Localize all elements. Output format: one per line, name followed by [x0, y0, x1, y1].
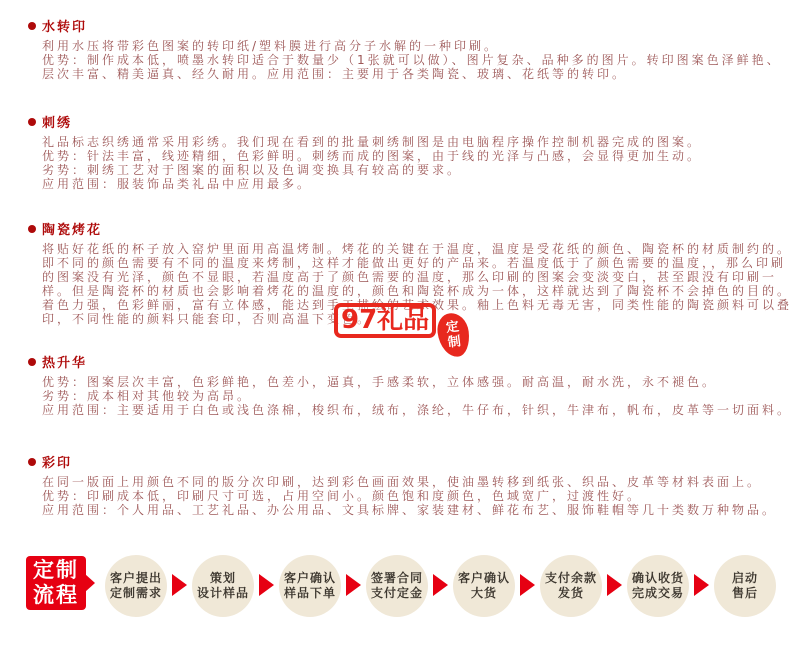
flow-step-label: 定制需求	[109, 586, 162, 600]
flow-title-badge	[26, 556, 86, 610]
flow-step-label: 完成交易	[631, 586, 684, 600]
flow-step-label: 签署合同	[370, 571, 423, 585]
bullet-icon	[28, 22, 36, 30]
section-body	[42, 475, 795, 517]
section-title: 热升华	[42, 356, 88, 371]
arrow-right-icon	[433, 574, 448, 596]
section-body	[42, 375, 795, 417]
section-header	[28, 19, 794, 35]
arrow-right-icon	[694, 574, 709, 596]
flow-step-5	[453, 555, 515, 617]
bullet-icon	[28, 118, 36, 126]
flow-step-label: 支付定金	[370, 586, 423, 600]
arrow-right-icon	[172, 574, 187, 596]
arrow-right-icon	[346, 574, 361, 596]
section-title: 彩印	[42, 456, 73, 471]
watermark	[334, 303, 474, 361]
flow-step-label: 样品下单	[283, 586, 336, 600]
flow-step-1	[105, 555, 167, 617]
flow-step-3	[279, 555, 341, 617]
section-5	[28, 455, 794, 517]
section-paragraph: 优势：图案层次丰富，色彩鲜艳，色差小，逼真，手感柔软，立体感强。耐高温，耐水洗，永不褪色。	[42, 375, 718, 389]
seal-char-top: 定	[445, 319, 460, 336]
bullet-icon	[28, 225, 36, 233]
flow-step-label: 策划	[209, 571, 236, 585]
flow-step-7	[627, 555, 689, 617]
seal-char-bottom: 制	[447, 334, 462, 351]
section-body	[42, 39, 795, 81]
flow-title-line2: 流程	[33, 583, 79, 607]
bullet-icon	[28, 358, 36, 366]
section-paragraph: 优势：制作成本低，喷墨水转印适合于数量少（1张就可以做）、图片复杂、品种多的图片。转印图案色泽鲜艳、层次丰富、精美逼真、经久耐用。应用范围：主要用于各类陶瓷、玻璃、花纸等的转印。	[42, 53, 782, 81]
section-paragraph: 劣势：刺绣工艺对于图案的面积以及色调变换具有较高的要求。	[42, 163, 463, 177]
flow-step-8	[714, 555, 776, 617]
flow-step-label: 大货	[470, 586, 497, 600]
section-paragraph: 在同一版面上用颜色不同的版分次印刷，达到彩色画面效果，使油墨转移到纸张、织品、皮革等材料表面上。	[42, 475, 763, 489]
watermark-seal-icon	[435, 311, 471, 358]
section-paragraph: 利用水压将带彩色图案的转印纸/塑料膜进行高分子水解的一种印刷。	[42, 39, 500, 53]
section-header	[28, 455, 794, 471]
section-paragraph: 优势：印刷成本低，印刷尺寸可选，占用空间小。颜色饱和度颜色，色域宽广，过渡性好。	[42, 489, 643, 503]
section-title: 陶瓷烤花	[42, 223, 103, 238]
section-1	[28, 19, 794, 81]
section-paragraph: 礼品标志织绣通常采用彩绣。我们现在看到的批量刺绣制图是由电脑程序操作控制机器完成的图案。	[42, 135, 703, 149]
flow-step-label: 支付余款	[544, 571, 597, 585]
arrow-right-icon	[607, 574, 622, 596]
bullet-icon	[28, 458, 36, 466]
section-title: 刺绣	[42, 116, 73, 131]
section-title: 水转印	[42, 20, 88, 35]
section-4	[28, 355, 794, 417]
flow-step-label: 发货	[557, 586, 584, 600]
section-paragraph: 应用范围：个人用品、工艺礼品、办公用品、文具标牌、家装建材、鲜花布艺、服饰鞋帽等几十类数万种物品。	[42, 503, 778, 517]
flow-step-2	[192, 555, 254, 617]
flow-step-label: 售后	[731, 586, 758, 600]
section-body	[42, 135, 795, 191]
section-header	[28, 115, 794, 131]
section-paragraph: 应用范围：服装饰品类礼品中应用最多。	[42, 177, 313, 191]
arrow-right-icon	[259, 574, 274, 596]
flow-step-label: 客户提出	[109, 571, 162, 585]
arrow-right-icon	[520, 574, 535, 596]
section-2	[28, 115, 794, 191]
section-header	[28, 222, 794, 238]
section-paragraph: 应用范围：主要适用于白色或浅色涤棉，梭织布，绒布，涤纶，牛仔布，针织，牛津布，帆布，皮革等一切面料。	[42, 403, 793, 417]
watermark-logo: 97礼品	[334, 303, 436, 338]
flow-step-label: 设计样品	[196, 586, 249, 600]
flow-step-label: 客户确认	[283, 571, 336, 585]
section-paragraph: 将贴好花纸的杯子放入窑炉里面用高温烤制。烤花的关键在于温度，温度是受花纸的颜色、陶瓷杯的材质制约的。即不同的颜色需要有不同的温度来烤制，这样才能做出更好的产品来。若温度低于了颜色需要的温度，，那么印刷的图案没有光泽，颜色不显眼，若温度高于了颜色需要的温度，那么印刷的图案会变淡变白，甚至跟没有印刷一样。但是陶瓷杯的材质也会影响着烤花的温度的，颜色和陶瓷杯成为一体，这样就达到了陶瓷杯不会掉色的目的。着色力强，色彩鲜丽，富有立体感，能达到手工描绘的艺术效果。釉上色料无毒无害，同类性能的陶瓷颜料可以叠印，不同性能的颜料只能套印，否则高温下变色。	[42, 242, 793, 326]
flow-step-label: 确认收货	[631, 571, 684, 585]
section-paragraph: 劣势：成本相对其他较为高昂。	[42, 389, 253, 403]
flow-step-label: 客户确认	[457, 571, 510, 585]
flow-step-4	[366, 555, 428, 617]
flow-step-label: 启动	[731, 571, 758, 585]
flow-step-6	[540, 555, 602, 617]
section-paragraph: 优势：针法丰富，线迹精细，色彩鲜明。刺绣而成的图案，由于线的光泽与凸感，会显得更加生动。	[42, 149, 703, 163]
flow-title-line1: 定制	[33, 558, 79, 582]
